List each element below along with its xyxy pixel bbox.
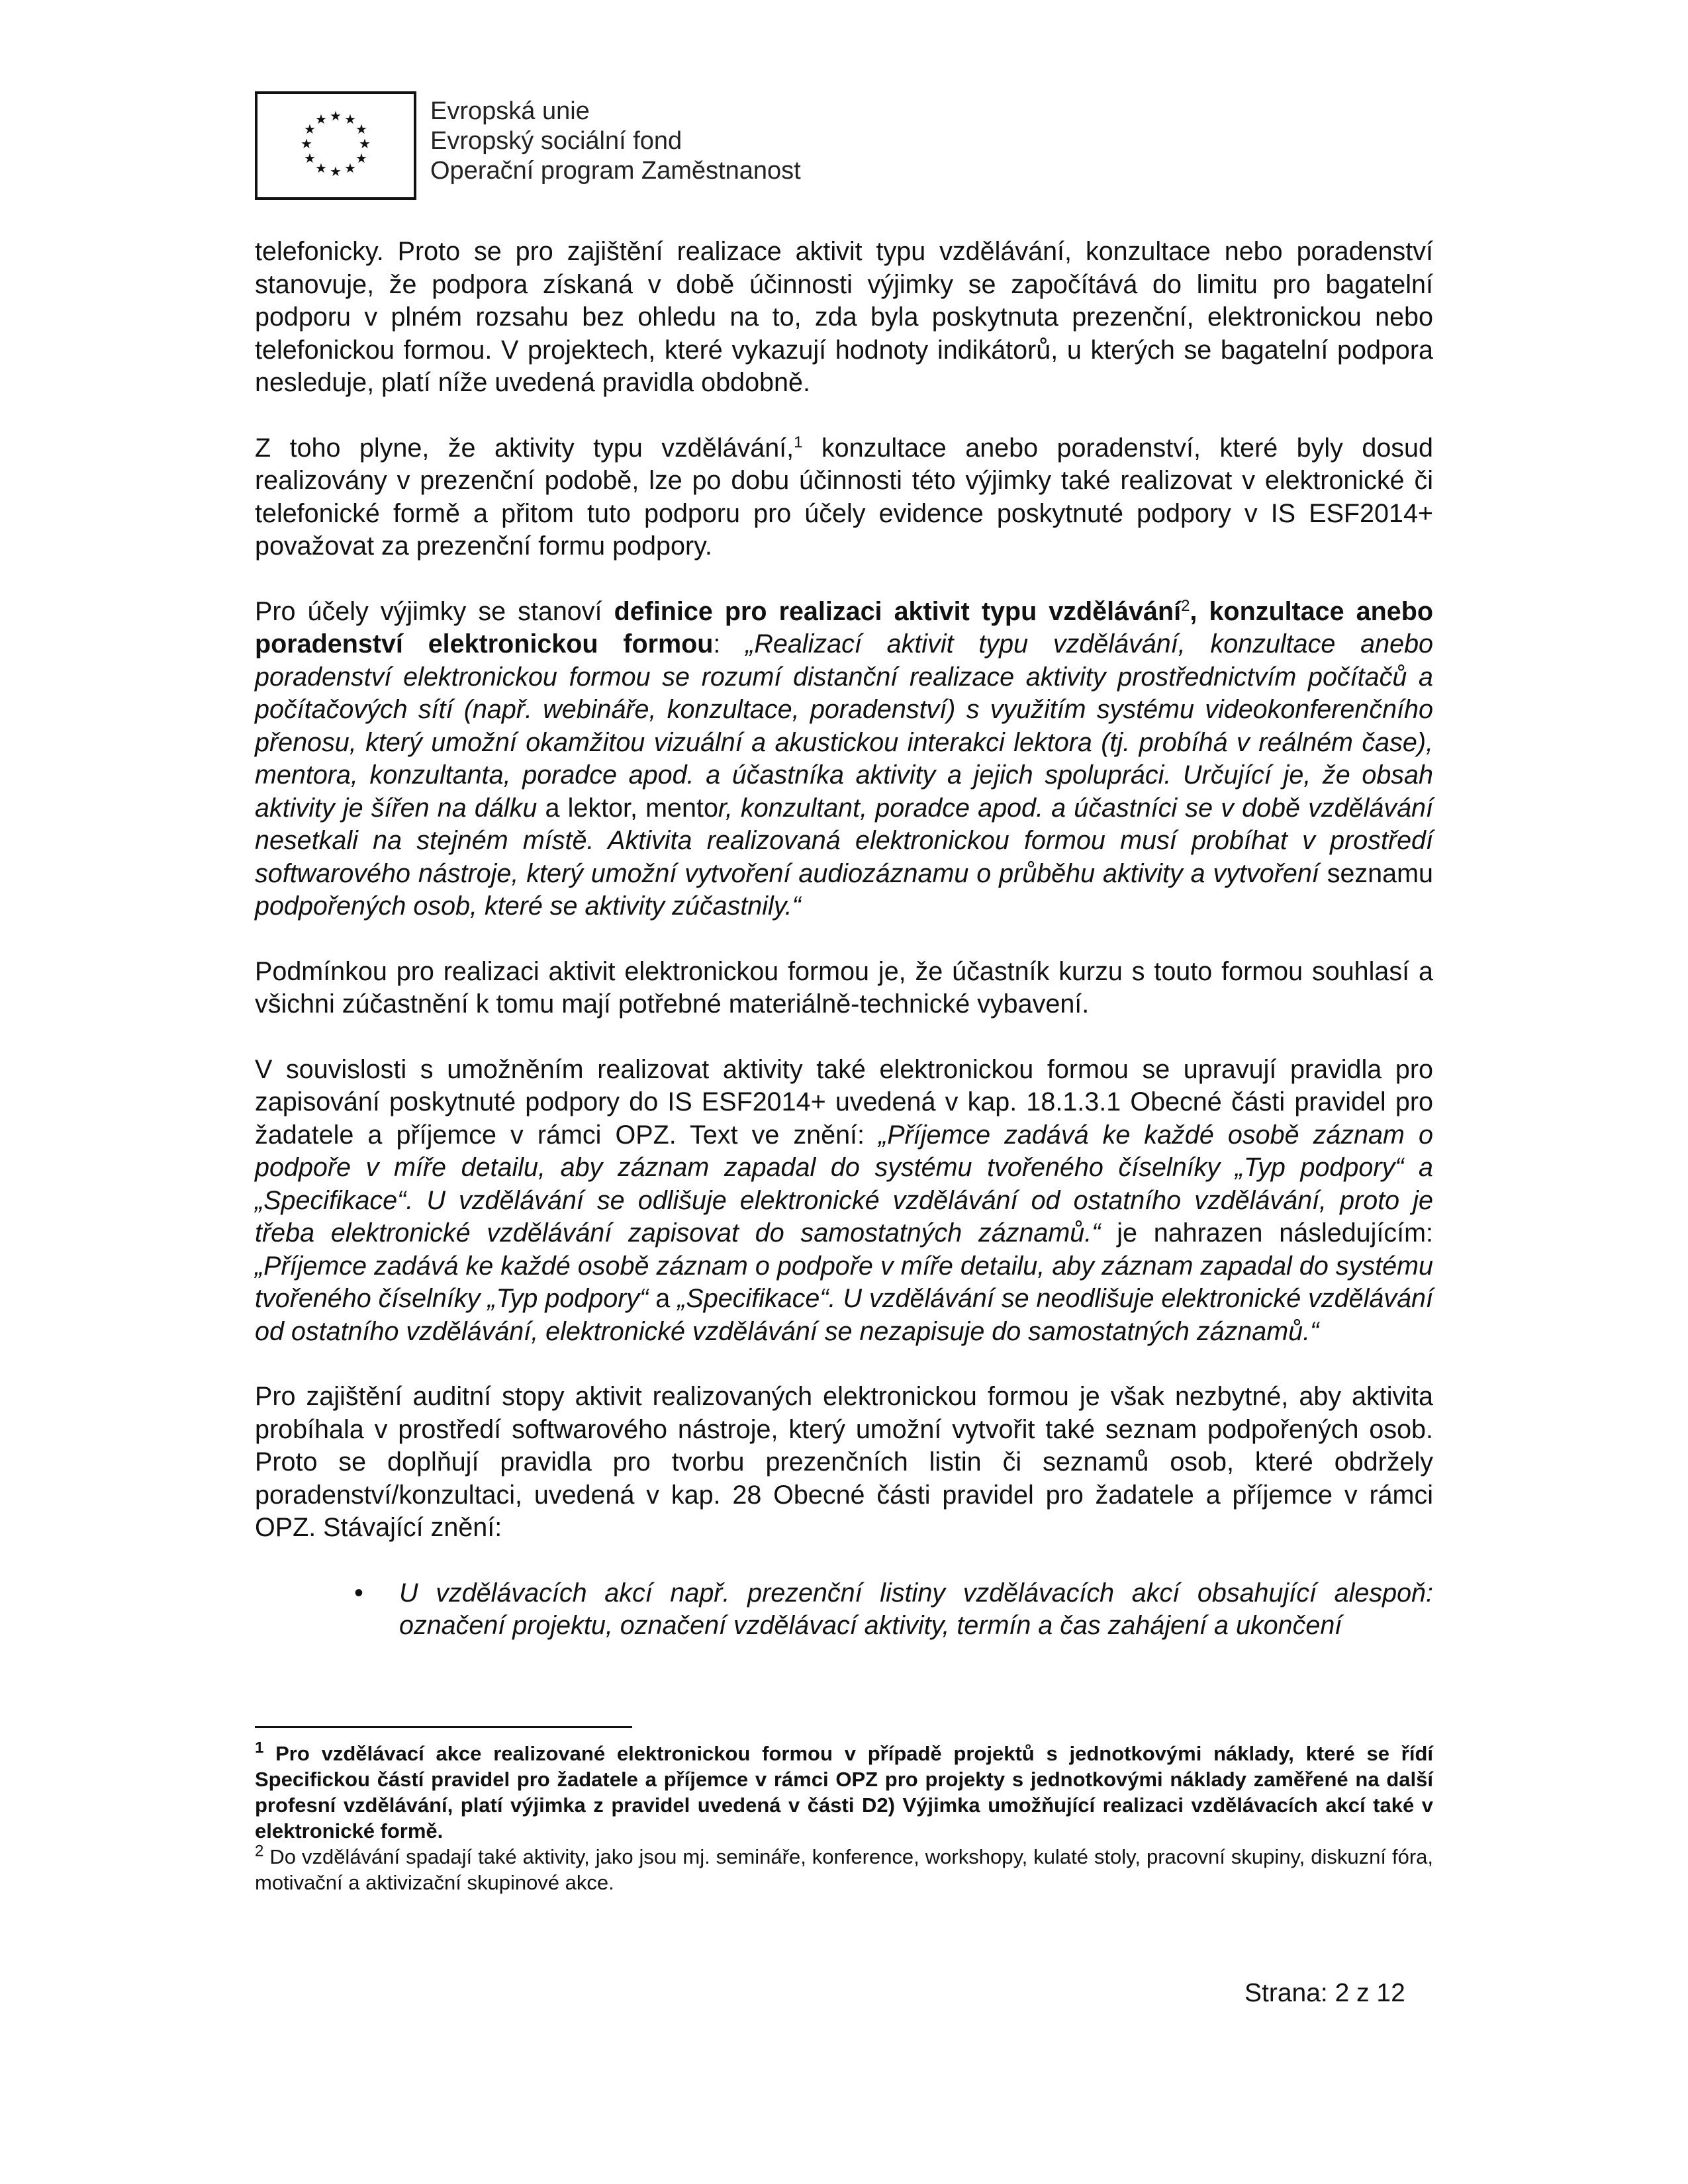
eu-stars-icon [258,94,414,197]
logo-line-esf: Evropský sociální fond [430,127,682,155]
svg-text:★: ★ [344,160,356,176]
footnote-2: $^2$ Do vzdělávání spadají také aktivity, jako jsou mj. semináře, konference, workshopy, kulaté stoly, pracovní skupiny, diskuzní fóra, motivační a aktivizační skupinové akce. [255,1842,1433,1894]
page-number: Strana: 2 z 12 [1244,1979,1405,2007]
svg-text:★: ★ [355,121,367,137]
svg-text:★: ★ [315,160,327,176]
footnote-1: $^1$ Pro vzdělávací akce realizované elektronickou formou v případě projektů s jednotkovými náklady, které se řídí Specifickou částí pravidel pro žadatele a příjemce v rámci OPZ pro projekty s jednotkovými náklady zaměřené na další profesní vzdělávání, platí výjimka z pravidel uvedená v části D2) Výjimka umožňující realizaci vzdělávacích akcí také v elektronické formě. [255,1739,1433,1843]
footnote-divider [255,1726,632,1728]
logo-text [430,97,801,186]
eu-flag-logo [255,91,416,200]
svg-text:★: ★ [304,150,316,166]
paragraph-3-definition: Pro účely výjimky se stanoví definice pro realizaci aktivit typu vzdělávání$^2$, konzultace anebo poradenství elektronickou formou: „Realizací aktivit typu vzdělávání, konzultace anebo poradenství elektronickou formou se rozumí distanční realizace aktivity prostřednictvím počítačů a počítačových sítí (např. webináře, konzultace, poradenství) s využitím systému videokonferenčního přenosu, který umožní okamžitou vizuální a akustickou interakci lektora (tj. probíhá v reálném čase), mentora, konzultanta, poradce apod. a účastníka aktivity a jejich spolupráci. Určující je, že obsah aktivity je šířen na dálku a lektor, mentor, konzultant, poradce apod. a účastníci se v době vzdělávání nesetkali na stejném místě. Aktivita realizovaná elektronickou formou musí probíhat v prostředí softwarového nástroje, který umožní vytvoření audiozáznamu o průběhu aktivity a vytvoření seznamu podpořených osob, které se aktivity zúčastnily.“ [255,596,1434,921]
footnote-ref-1: 1 [794,433,803,451]
paragraph-1: telefonicky. Proto se pro zajištění realizace aktivit typu vzdělávání, konzultace nebo poradenství stanovuje, že podpora získaná v době účinnosti výjimky se započítává do limitu pro bagatelní podporu v plném rozsahu bez ohledu na to, zda byla poskytnuta prezenční, elektronickou nebo telefonickou formou. V projektech, které vykazují hodnoty indikátorů, u kterých se bagatelní podpora nesleduje, platí níže uvedená pravidla obdobně. [255,237,1433,397]
svg-text:★: ★ [355,150,367,166]
paragraph-5: V souvislosti s umožněním realizovat aktivity také elektronickou formou se upravují pravidla pro zapisování poskytnuté podpory do IS ESF2014+ uvedená v kap. 18.1.3.1 Obecné části pravidel pro žadatele a příjemce v rámci OPZ. Text ve znění: „Příjemce zadává ke každé osobě záznam o podpoře v míře detailu, aby záznam zapadal do systému tvořeného číselníky „Typ podpory“ a „Specifikace“. U vzdělávání se odlišuje elektronické vzdělávání od ostatního vzdělávání, proto je třeba elektronické vzdělávání zapisovat do samostatných záznamů.“ je nahrazen následujícím: „Příjemce zadává ke každé osobě záznam o podpoře v míře detailu, aby záznam zapadal do systému tvořeného číselníky „Typ podpory“ a „Specifikace“. U vzdělávání se neodlišuje elektronické vzdělávání od ostatního vzdělávání, elektronické vzdělávání se nezapisuje do samostatných záznamů.“ [255,1054,1434,1346]
footnotes [255,1741,1433,1895]
logo-line-opz: Operační program Zaměstnanost [430,157,801,185]
paragraph-4: Podmínkou pro realizaci aktivit elektronickou formou je, že účastník kurzu s touto formou souhlasí a všichni zúčastnění k tomu mají potřebné materiálně-technické vybavení. [255,956,1433,1019]
list-item-text: U vzdělávacích akcí např. prezenční listiny vzdělávacích akcí obsahující alespoň: označení projektu, označení vzdělávací aktivity, termín a čas zahájení a ukončení [399,1578,1433,1640]
page-header [255,91,917,205]
svg-text:★: ★ [330,108,342,124]
bullet-icon: • [354,1578,363,1608]
logo-line-eu: Evropská unie [430,97,590,125]
paragraph-2: Z toho plyne, že aktivity typu vzdělávání,$^1$ konzultace anebo poradenství, které byly dosud realizovány v prezenční podobě, lze po dobu účinnosti této výjimky také realizovat v elektronické či telefonické formě a přitom tuto podporu pro účely evidence poskytnuté podpory v IS ESF2014+ považovat za prezenční formu podpory. [255,433,1433,561]
svg-text:★: ★ [301,136,312,152]
svg-text:★: ★ [330,163,342,179]
footnote-ref-2: 2 [1181,596,1190,615]
document-body [255,236,1433,1643]
paragraph-6: Pro zajištění auditní stopy aktivit realizovaných elektronickou formou je však nezbytné, aby aktivita probíhala v prostředí softwarového nástroje, který umožní vytvořit také seznam podpořených osob. Proto se doplňují pravidla pro tvorbu prezenčních listin či seznamů osob, které obdržely poradenství/konzultaci, uvedená v kap. 28 Obecné části pravidel pro žadatele a příjemce v rámci OPZ. Stávající znění: [255,1382,1433,1542]
svg-text:★: ★ [344,111,356,127]
svg-text:★: ★ [359,136,371,152]
svg-text:★: ★ [315,111,327,127]
list-item [255,1577,1433,1643]
svg-text:★: ★ [304,121,316,137]
